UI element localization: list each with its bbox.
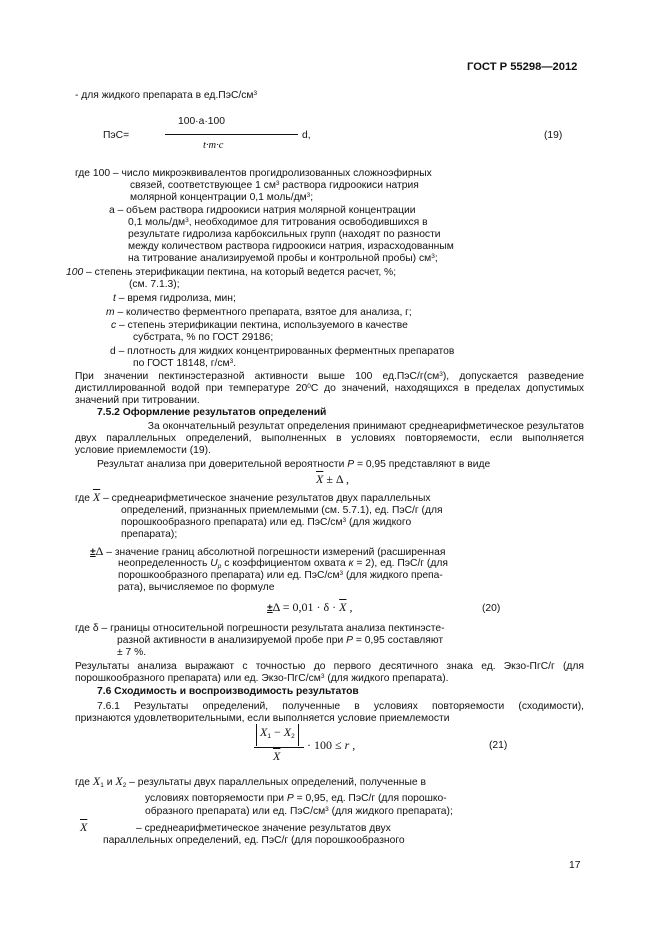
formula-20-expression: Δ = 0,01 · δ · bbox=[272, 600, 340, 614]
def-text: – количество ферментного препарата, взятое для анализа, г; bbox=[114, 307, 412, 318]
def-text: по ГОСТ 18148, г/см bbox=[133, 358, 230, 369]
def-line: субстрата, % по ГОСТ 29186; bbox=[133, 332, 274, 343]
def-line bbox=[128, 253, 438, 266]
x-bar-symbol: $\overline{X}$ bbox=[80, 820, 88, 834]
def-line bbox=[121, 517, 411, 530]
formula-21-denominator: $\overline{X}$ bbox=[273, 749, 281, 763]
def-text: – значение границ абсолютной погрешности измерений (расширенная bbox=[103, 547, 446, 558]
x1-subscript: 1 bbox=[100, 782, 104, 789]
def-superscript: 3 bbox=[229, 358, 234, 365]
para-text: дистиллированной водой при температуре 20 bbox=[75, 383, 308, 394]
def-line bbox=[75, 775, 426, 790]
formula-21-number: (21) bbox=[489, 740, 508, 751]
intro-text: - для жидкого препарата в ед.ПэС/см bbox=[75, 90, 254, 101]
para-superscript: 3 bbox=[439, 371, 443, 378]
x2-subscript: 2 bbox=[291, 733, 295, 740]
def-text: – среднеарифметическое значение результатов двух параллельных bbox=[100, 493, 431, 504]
probability-symbol: P bbox=[286, 793, 294, 804]
formula-19-lhs: ПэС= bbox=[103, 130, 130, 141]
def-text: (для жидкого препа- bbox=[343, 570, 443, 581]
def-text: ; bbox=[310, 192, 314, 203]
coverage-factor-symbol: к bbox=[348, 558, 354, 569]
para-line: значений при титровании. bbox=[75, 395, 200, 406]
def-text: . bbox=[233, 358, 237, 369]
def-line bbox=[106, 307, 412, 320]
para-text: порошкообразного препарата) или ед. Экзо-ПгС/см bbox=[75, 673, 321, 684]
def-text: – время гидролиза, мин; bbox=[115, 293, 236, 304]
def-line bbox=[145, 793, 447, 806]
def-superscript: 3 bbox=[275, 180, 280, 187]
def-line: а – объем раствора гидроокиси натрия молярной концентрации bbox=[109, 205, 416, 216]
def-line bbox=[133, 358, 236, 371]
def-text: (для жидкого препарата); bbox=[328, 806, 453, 817]
def-line: (см. 7.1.3); bbox=[129, 279, 180, 290]
def-line bbox=[130, 180, 419, 193]
liquid-preparation-intro bbox=[75, 90, 257, 103]
formula-20-end: , bbox=[346, 600, 353, 614]
formula-21-end: , bbox=[349, 738, 356, 752]
uncertainty-subscript: p bbox=[217, 563, 222, 570]
formula-19-denominator: t·m·c bbox=[203, 140, 224, 151]
def-text: , необходимое для титрования освободившихся в bbox=[188, 217, 428, 228]
formula-21-absolute-difference bbox=[256, 724, 299, 746]
def-symbol: t bbox=[113, 293, 116, 304]
x2-subscript: 2 bbox=[122, 782, 127, 789]
def-text: (для жидкого bbox=[346, 517, 412, 528]
para-superscript: 3 bbox=[320, 673, 325, 680]
def-line bbox=[128, 217, 428, 230]
def-line: параллельных определений, ед. ПэС/г (для порошкообразного bbox=[103, 835, 405, 846]
section-heading: 7.5.2 Оформление результатов определений bbox=[97, 407, 327, 418]
uncertainty-symbol: U bbox=[210, 558, 218, 569]
def-text: – степень этерификации пектина, используемого в качестве bbox=[116, 320, 408, 331]
para-line bbox=[75, 673, 448, 686]
def-symbol: 100 bbox=[66, 267, 84, 278]
def-line: результате гидролиза карбоксильных групп (находят по разности bbox=[128, 229, 441, 240]
def-text: порошкообразного препарата) или ед. ПэС/см bbox=[121, 517, 343, 528]
para-line: Результаты анализа выражают с точностью до первого десятичного знака ед. Экзо-ПгС/г (для bbox=[75, 661, 584, 672]
delta-symbol: Δ bbox=[95, 544, 104, 558]
def-line: определений, признанных приемлемыми (см. 5.7.1), ед. ПэС/г (для bbox=[121, 505, 443, 516]
def-superscript: 3 bbox=[431, 253, 435, 260]
def-line: – среднеарифметическое значение результатов двух bbox=[136, 823, 391, 834]
probability-symbol: P bbox=[346, 635, 353, 646]
formula-19-fraction-line bbox=[165, 134, 298, 135]
formula-19-suffix: d, bbox=[302, 130, 311, 141]
x-bar-symbol: $\overline{X}$ bbox=[316, 472, 324, 486]
section-heading: 7.6 Сходимость и воспроизводимость результатов bbox=[97, 686, 359, 697]
def-text: 0,1 моль/дм bbox=[128, 217, 186, 228]
para-text: Результат анализа при доверительной вероятности bbox=[97, 459, 348, 470]
result-expression bbox=[316, 473, 349, 488]
def-text: с коэффициентом охвата bbox=[221, 558, 349, 569]
document-standard-number: ГОСТ Р 55298—2012 bbox=[467, 61, 578, 73]
formula-21-fraction-line bbox=[254, 747, 304, 748]
para-line bbox=[97, 459, 490, 472]
x1-subscript: 1 bbox=[267, 733, 271, 740]
def-superscript: 3 bbox=[342, 517, 347, 524]
def-text: = 0,95, ед. ПэС/г (для порошко- bbox=[293, 793, 447, 804]
def-text: – степень этерификации пектина, на который ведется расчет, %; bbox=[83, 267, 397, 278]
def-superscript: 3 bbox=[339, 570, 344, 577]
def-superscript: 3 bbox=[325, 806, 329, 813]
def-symbol: m bbox=[106, 307, 115, 318]
formula-20-number: (20) bbox=[482, 603, 501, 614]
def-line: рата), вычисляемое по формуле bbox=[118, 582, 275, 593]
def-text: где bbox=[75, 777, 93, 788]
x1-symbol: X bbox=[260, 725, 268, 739]
intro-superscript: 3 bbox=[253, 90, 258, 97]
def-line: ± 7 %. bbox=[117, 647, 147, 658]
def-line: где δ – границы относительной погрешности результата анализа пектинэсте- bbox=[75, 623, 445, 634]
para-line: признаются удовлетворительными, если выполняется условие приемлемости bbox=[75, 713, 450, 724]
def-line bbox=[130, 192, 313, 205]
def-text: образного препарата) или ед. ПэС/см bbox=[145, 806, 326, 817]
para-text: = 0,95 представляют в виде bbox=[354, 459, 491, 470]
def-line bbox=[118, 570, 443, 583]
x-bar-symbol: $\overline{X}$ bbox=[339, 600, 347, 614]
para-superscript: 0 bbox=[307, 383, 311, 390]
def-text: = 0,95 составляют bbox=[352, 635, 444, 646]
def-text: на титрование анализируемой пробы и контрольной пробы) см bbox=[128, 253, 432, 264]
def-line bbox=[111, 320, 408, 333]
page-number: 17 bbox=[569, 860, 581, 871]
def-line: где 100 – число микроэквивалентов прогидролизованных сложноэфирных bbox=[75, 168, 432, 179]
para-line bbox=[75, 371, 584, 384]
def-text: разной активности в анализируемой пробе при bbox=[117, 635, 347, 646]
para-line bbox=[75, 383, 584, 396]
para-line: 7.6.1 Результаты определений, полученные в условиях повторяемости (сходимости), bbox=[97, 701, 584, 712]
def-superscript: 3 bbox=[185, 217, 189, 224]
formula-20 bbox=[267, 601, 352, 616]
def-symbol: c bbox=[111, 320, 117, 331]
plus-minus-symbol: ± bbox=[90, 547, 96, 558]
def-line bbox=[66, 267, 396, 280]
x-bar-symbol: $\overline{X}$ bbox=[92, 490, 101, 504]
para-line: условие приемлемости (19). bbox=[75, 445, 211, 456]
def-text: молярной концентрации 0,1 моль/дм bbox=[130, 192, 307, 203]
def-text: где bbox=[75, 493, 93, 504]
def-text: условиях повторяемости при bbox=[145, 793, 287, 804]
def-line: d – плотность для жидких концентрированных ферментных препаратов bbox=[110, 346, 455, 357]
def-text: – результаты двух параллельных определений, полученные в bbox=[126, 777, 426, 788]
formula-21-multiplier: · 100 ≤ bbox=[307, 738, 345, 752]
formula-21-rhs bbox=[307, 739, 355, 754]
para-line: За окончательный результат определения принимают среднеарифметическое результатов bbox=[147, 421, 584, 432]
formula-19-number: (19) bbox=[544, 130, 563, 141]
def-text: раствора гидроокиси натрия bbox=[279, 180, 419, 191]
para-text: С до значений, находящихся в пределах допустимых bbox=[310, 383, 584, 394]
plus-minus-symbol: ± bbox=[267, 603, 273, 614]
def-line: между количеством раствора гидроокиси натрия, израсходованным bbox=[128, 241, 454, 252]
plus-minus-delta: ± Δ , bbox=[323, 472, 349, 486]
def-line: препарата); bbox=[121, 529, 178, 540]
para-line: двух параллельных определений, выполненных в условиях повторяемости, если выполняется bbox=[75, 433, 584, 444]
minus-sign: − bbox=[270, 725, 284, 739]
x1-symbol: X bbox=[92, 774, 101, 788]
formula-19-numerator: 100·a·100 bbox=[178, 116, 225, 127]
def-text: = 2), ед. ПэС/г (для bbox=[353, 558, 448, 569]
def-line bbox=[75, 491, 431, 506]
def-line bbox=[118, 558, 448, 571]
def-line bbox=[113, 293, 236, 306]
def-line bbox=[117, 635, 443, 648]
def-text: порошкообразного препарата) или ед. ПэС/см bbox=[118, 570, 340, 581]
def-line bbox=[145, 806, 453, 819]
x2-symbol: X bbox=[283, 725, 292, 739]
def-text: неопределенность bbox=[118, 558, 211, 569]
para-text: ), допускается разведение bbox=[442, 371, 584, 382]
def-superscript: 3 bbox=[306, 192, 311, 199]
para-text: (для жидкого препарата). bbox=[324, 673, 449, 684]
def-text: и bbox=[103, 777, 116, 788]
para-text: При значении пектинэстеразной активности выше 100 ед.ПэС/г(см bbox=[75, 371, 440, 382]
repeatability-symbol: r bbox=[344, 738, 350, 752]
def-text: связей, соответствующее 1 см bbox=[130, 180, 276, 191]
def-text: ; bbox=[434, 253, 438, 264]
x2-symbol: X bbox=[115, 774, 123, 788]
probability-symbol: P bbox=[347, 459, 355, 470]
